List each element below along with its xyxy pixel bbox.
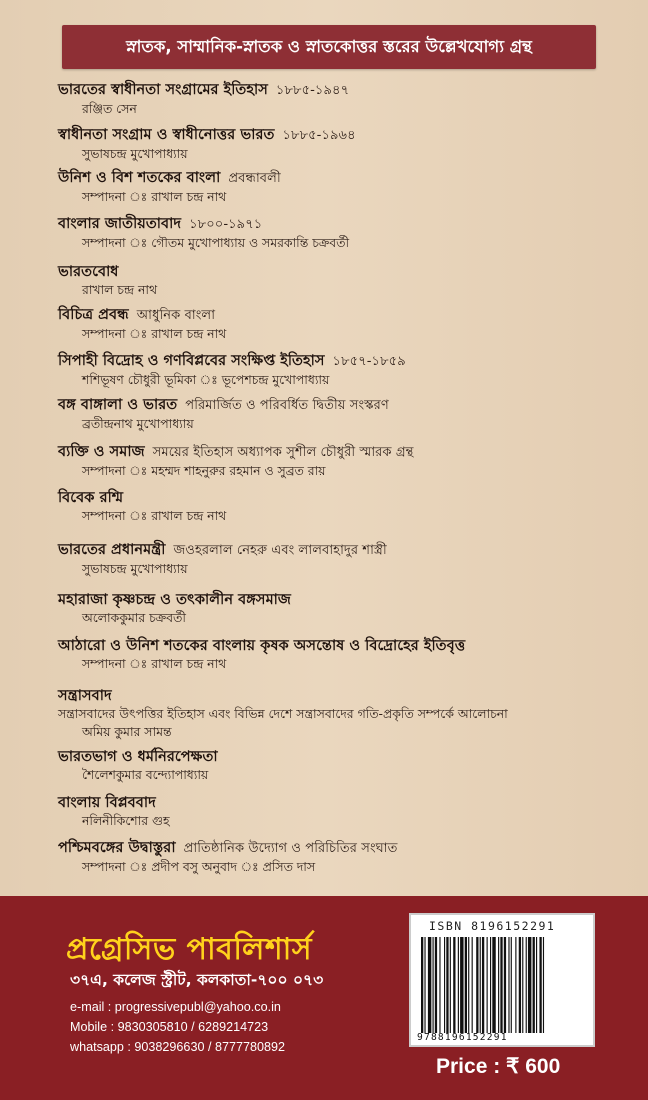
book-title-text: ভারতবোধ bbox=[58, 263, 119, 280]
book-entry bbox=[58, 590, 291, 627]
book-entry bbox=[58, 686, 508, 740]
barcode-bar bbox=[515, 937, 516, 1033]
book-entry bbox=[58, 125, 356, 163]
book-title bbox=[58, 747, 218, 766]
book-author-line: রাখাল চন্দ্র নাথ bbox=[82, 282, 157, 297]
book-author-line: নলিনীকিশোর গুহ bbox=[82, 813, 170, 828]
book-subtitle: সময়ের ইতিহাস অধ্যাপক সুশীল চৌধুরী স্মারক গ্রন্থ bbox=[152, 445, 414, 460]
book-title bbox=[58, 125, 356, 145]
book-entry bbox=[58, 793, 169, 830]
barcode-bar bbox=[522, 937, 523, 1033]
barcode-bar bbox=[476, 937, 478, 1033]
barcode-digits: 9788196152291 bbox=[417, 1032, 508, 1043]
barcode-bar bbox=[435, 937, 437, 1033]
barcode-bar bbox=[460, 937, 463, 1033]
book-subtitle: প্রবন্ধাবলী bbox=[228, 171, 281, 186]
barcode-bar bbox=[446, 937, 448, 1033]
barcode-bar bbox=[511, 937, 512, 1033]
barcode-bar bbox=[428, 937, 431, 1033]
book-subtitle: প্রাতিষ্ঠানিক উদ্যোগ ও পরিচিতির সংঘাত bbox=[183, 841, 398, 856]
publisher-mobile: Mobile : 9830305810 / 6289214723 bbox=[70, 1020, 269, 1034]
book-subtitle: জওহরলাল নেহরু এবং লালবাহাদুর শাস্ত্রী bbox=[173, 543, 387, 558]
book-title-text: বঙ্গ বাঙ্গালা ও ভারত bbox=[58, 396, 178, 413]
book-subtitle: পরিমার্জিত ও পরিবর্ধিত দ্বিতীয় সংস্করণ bbox=[185, 398, 389, 413]
book-title bbox=[58, 838, 398, 858]
barcode-bar bbox=[533, 937, 535, 1033]
book-title bbox=[58, 540, 387, 560]
price-label: Price : ₹ 600 bbox=[436, 1055, 561, 1078]
barcode-bar bbox=[526, 937, 527, 1033]
book-title-text: ভারতভাগ ও ধর্মনিরপেক্ষতা bbox=[58, 748, 218, 765]
book-title-text: পশ্চিমবঙ্গের উদ্বাস্তুরা bbox=[58, 839, 176, 856]
book-entry bbox=[58, 488, 226, 525]
book-subtitle: ১৮৮৫-১৯৪৭ bbox=[275, 83, 350, 98]
publisher-whatsapp: whatsapp : 9038296630 / 8777780892 bbox=[70, 1040, 285, 1054]
barcode-bar bbox=[490, 937, 491, 1033]
barcode-bar bbox=[433, 937, 434, 1033]
barcode-bar bbox=[539, 937, 541, 1033]
book-subtitle: আধুনিক বাংলা bbox=[136, 308, 216, 323]
book-title bbox=[58, 214, 349, 234]
book-entry bbox=[58, 636, 465, 673]
barcode-bar bbox=[504, 937, 506, 1033]
barcode-bar bbox=[528, 937, 531, 1033]
barcode-bar bbox=[453, 937, 455, 1033]
barcode-bar bbox=[444, 937, 445, 1033]
barcode-bar bbox=[519, 937, 521, 1033]
section-banner: স্নাতক, সাম্মানিক-স্নাতক ও স্নাতকোত্তর স্তরের উল্লেখযোগ্য গ্রন্থ bbox=[62, 25, 596, 69]
book-author-line: সম্পাদনা ঃ রাখাল চন্দ্র নাথ bbox=[82, 326, 227, 341]
book-title bbox=[58, 442, 414, 462]
barcode-bar bbox=[543, 937, 544, 1033]
book-subtitle: ১৮৮৫-১৯৬৪ bbox=[282, 128, 356, 143]
book-entry bbox=[58, 395, 389, 433]
book-title bbox=[58, 351, 406, 371]
book-subtitle: ১৮০০-১৯৭১ bbox=[189, 217, 263, 232]
barcode-bar bbox=[498, 937, 499, 1033]
book-title-text: বিবেক রশ্মি bbox=[58, 489, 124, 506]
book-author-line: সন্ত্রাসবাদের উৎপত্তির ইতিহাস এবং বিভিন্ন দেশে সন্ত্রাসবাদের গতি-প্রকৃতি সম্পর্কে আলোচনা bbox=[58, 706, 508, 721]
book-author-line: সম্পাদনা ঃ রাখাল চন্দ্র নাথ bbox=[82, 508, 227, 523]
barcode-icon bbox=[421, 937, 585, 1033]
book-entry bbox=[58, 80, 349, 118]
isbn-label: ISBN 8196152291 bbox=[429, 919, 556, 933]
book-author-line: সম্পাদনা ঃ রাখাল চন্দ্র নাথ bbox=[82, 656, 227, 671]
book-title-text: ভারতের স্বাধীনতা সংগ্রামের ইতিহাস bbox=[58, 81, 268, 98]
book-entry bbox=[58, 442, 414, 480]
book-author-line: সম্পাদনা ঃ গৌতম মুখোপাধ্যায় ও সমরকান্তি চক্রবর্তী bbox=[82, 235, 349, 250]
book-author-line: সম্পাদনা ঃ প্রদীপ বসু অনুবাদ ঃ প্রসিত দাস bbox=[82, 859, 316, 874]
book-title-text: উনিশ ও বিশ শতকের বাংলা bbox=[58, 169, 221, 186]
book-title-text: ভারতের প্রধানমন্ত্রী bbox=[58, 541, 166, 558]
barcode-bar bbox=[468, 937, 469, 1033]
book-title-text: বাংলার জাতীয়তাবাদ bbox=[58, 215, 182, 232]
book-author-line: ব্রতীন্দ্রনাথ মুখোপাধ্যায় bbox=[82, 416, 194, 431]
book-entry bbox=[58, 262, 157, 299]
barcode-bar bbox=[492, 937, 495, 1033]
barcode-bar bbox=[508, 937, 509, 1033]
book-title-text: সিপাহী বিদ্রোহ ও গণবিপ্লবের সংক্ষিপ্ত ইতিহাস bbox=[58, 352, 325, 369]
book-title bbox=[58, 305, 226, 325]
book-entry bbox=[58, 540, 387, 578]
book-author-line: রঞ্জিত সেন bbox=[82, 101, 137, 116]
book-title-text: বাংলায় বিপ্লববাদ bbox=[58, 794, 156, 811]
barcode-bar bbox=[482, 937, 484, 1033]
book-entry bbox=[58, 214, 349, 252]
book-author-line: শশিভূষণ চৌধুরী ভূমিকা ঃ ভূপেশচন্দ্র মুখোপাধ্যায় bbox=[82, 372, 330, 387]
book-author-line: অলোককুমার চক্রবর্তী bbox=[82, 610, 186, 625]
barcode-bar bbox=[458, 937, 459, 1033]
book-author-line: সম্পাদনা ঃ রাখাল চন্দ্র নাথ bbox=[82, 189, 227, 204]
publisher-address: ৩৭এ, কলেজ স্ট্রীট, কলকাতা-৭০০ ০৭৩ bbox=[70, 971, 324, 989]
book-subtitle: ১৮৫৭-১৮৫৯ bbox=[332, 354, 406, 369]
book-title bbox=[58, 168, 281, 188]
barcode-bar bbox=[500, 937, 502, 1033]
barcode-bar bbox=[450, 937, 451, 1033]
book-entry bbox=[58, 838, 398, 876]
book-entry bbox=[58, 351, 406, 389]
book-title-text: আঠারো ও উনিশ শতকের বাংলায় কৃষক অসন্তোষ ও বিদ্রোহের ইতিবৃত্ত bbox=[58, 637, 466, 654]
publisher-name: প্রগ্রেসিভ পাবলিশার্স bbox=[66, 932, 313, 967]
book-title bbox=[58, 793, 169, 812]
book-author-line: শৈলেশকুমার বন্দ্যোপাধ্যায় bbox=[82, 767, 209, 782]
barcode-bar bbox=[487, 937, 488, 1033]
book-entry bbox=[58, 168, 281, 206]
book-title bbox=[58, 488, 226, 507]
barcode-bar bbox=[424, 937, 425, 1033]
book-title-text: বিচিত্র প্রবন্ধ bbox=[58, 306, 129, 323]
book-author-line: সুভাষচন্দ্র মুখোপাধ্যায় bbox=[82, 146, 188, 161]
barcode-bar bbox=[439, 937, 440, 1033]
barcode-bar bbox=[472, 937, 473, 1033]
book-author-line: অমিয় কুমার সামন্ত bbox=[82, 723, 172, 739]
book-title-text: মহারাজা কৃষ্ণচন্দ্র ও তৎকালীন বঙ্গসমাজ bbox=[58, 591, 291, 608]
book-title bbox=[58, 395, 389, 415]
book-title-text: স্বাধীনতা সংগ্রাম ও স্বাধীনোত্তর ভারত bbox=[58, 126, 275, 143]
book-title-text: সন্ত্রাসবাদ bbox=[58, 687, 112, 704]
book-title bbox=[58, 80, 349, 100]
book-entry bbox=[58, 747, 218, 784]
book-author-line: সুভাষচন্দ্র মুখোপাধ্যায় bbox=[82, 561, 188, 576]
book-entry bbox=[58, 305, 226, 343]
isbn-barcode-box bbox=[409, 913, 595, 1047]
barcode-bar bbox=[465, 937, 467, 1033]
book-author-line: সম্পাদনা ঃ মহম্মদ শাহনুরুর রহমান ও সুব্রত রায় bbox=[82, 463, 326, 478]
barcode-bar bbox=[536, 937, 537, 1033]
publisher-email: e-mail : progressivepubl@yahoo.co.in bbox=[70, 1000, 281, 1014]
book-title bbox=[58, 636, 465, 655]
book-title bbox=[58, 262, 157, 281]
book-title bbox=[58, 590, 291, 609]
book-title-text: ব্যক্তি ও সমাজ bbox=[58, 443, 145, 460]
barcode-bar bbox=[480, 937, 481, 1033]
barcode-bar bbox=[421, 937, 423, 1033]
book-title bbox=[58, 686, 508, 705]
